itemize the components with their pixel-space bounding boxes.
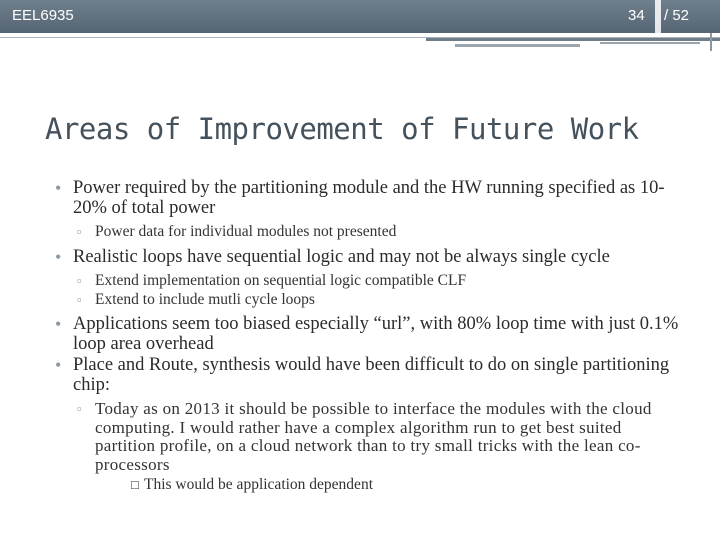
decorative-line: [455, 44, 580, 47]
page-number-divider: [655, 0, 661, 33]
bullet-item: • Realistic loops have sequential logic and may not be always single cycle: [55, 247, 685, 267]
decorative-line: [710, 33, 712, 51]
sub-bullet-item: ▫ Extend implementation on sequential logic compatible CLF: [55, 272, 685, 290]
sub-bullet-item: ▫ Power data for individual modules not presented: [55, 223, 685, 241]
page-total: / 52: [664, 7, 690, 24]
bullet-item: • Applications seem too biased especially “url”, with 80% loop time with just 0.1% loop area overhead: [55, 314, 685, 354]
page-number: 34: [628, 7, 645, 24]
sub-bullet-item: ▫ Extend to include mutli cycle loops: [55, 291, 685, 309]
bullet-item: • Place and Route, synthesis would have been difficult to do on single partitioning chip:: [55, 355, 685, 395]
course-code: EEL6935: [12, 7, 74, 24]
bullet-item: • Power required by the partitioning module and the HW running specified as 10-20% of total power: [55, 178, 685, 218]
decorative-line: [426, 38, 720, 41]
header-bar: [0, 0, 720, 33]
slide-content: [55, 178, 685, 494]
slide-title: Areas of Improvement of Future Work: [45, 112, 639, 146]
sub-sub-bullet-item: □ This would be application dependent: [55, 475, 685, 494]
sub-bullet-item: ▫ Today as on 2013 it should be possible to interface the modules with the cloud computing. I would rather have a complex algorithm run to get best suited partition profile, on a cloud network than to try small tricks with the lean co-processors: [55, 400, 685, 474]
decorative-line: [600, 42, 700, 44]
